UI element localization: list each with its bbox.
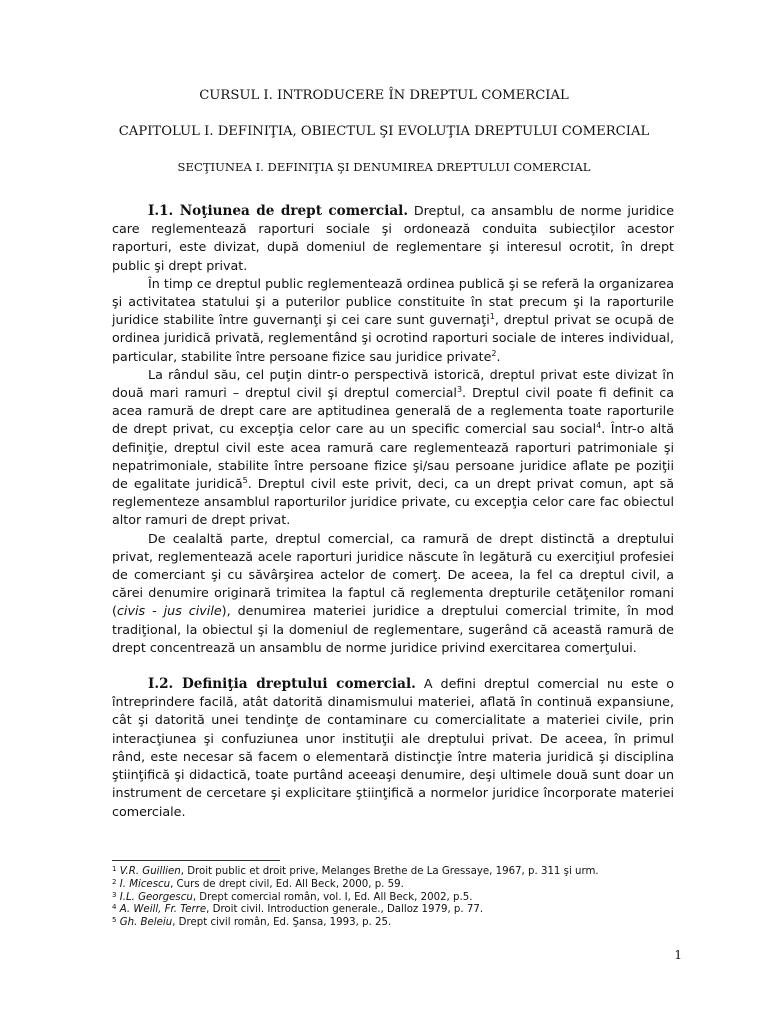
footnote-author: A. Weill, Fr. Terre xyxy=(119,904,207,916)
footnote-text: , Droit public et droit prive, Melanges Brethe de La Gressaye, 1967, p. 311 şi urm. xyxy=(180,866,599,877)
paragraph xyxy=(112,530,674,657)
paragraph xyxy=(112,275,674,366)
text-run: De cealaltă parte, dreptul comercial, ca ramură de drept distinctă a dreptului privat, reglementează acele raporturi juridice născute în legătură cu exerciţiul profesiei de comerciant şi cu săvârşirea actelor de comerţ. De aceea, la fel ca dreptul civil, a cărei denumire originară trimitea la faptul că reglementa drepturile cetăţenilor romani ( xyxy=(112,530,674,619)
footnote-text: , Drept civil român, Ed. Şansa, 1993, p. 25. xyxy=(172,917,392,929)
footnote-number: 5 xyxy=(112,916,117,925)
footnote-ref: 3 xyxy=(456,385,463,395)
footnote-separator xyxy=(112,860,280,861)
text-run: La rândul său, cel puţin dintr-o perspectivă istorică, dreptul privat este divizat în două mari ramuri – dreptul civil şi dreptul comercial xyxy=(112,366,674,401)
text-run: , dreptul privat se ocupă de ordinea juridică privată, reglementând şi ocrotind raporturi sociale de interes individual, particular, stabilite între persoane fizice sau juridice private xyxy=(112,312,674,364)
italic-text: civis - jus civile xyxy=(116,603,222,619)
footnote-author: I. Micescu xyxy=(119,878,171,890)
footnote xyxy=(112,904,692,917)
paragraph xyxy=(112,366,674,530)
footnote-number: 4 xyxy=(112,903,117,912)
footnote-ref: 1 xyxy=(489,312,495,322)
course-title: CURSUL I. INTRODUCERE ÎN DREPTUL COMERCIAL xyxy=(199,88,569,103)
footnote-number: 3 xyxy=(112,890,117,899)
text-run: . Într-o altă definiţie, dreptul civil este acea ramură care reglementează raporturi patrimoniale şi nepatrimoniale, stabilite între persoane fizice şi/sau persoane juridice aflate pe poziţii de egalitate juridică xyxy=(112,421,675,492)
text-run: A defini dreptul comercial nu este o întreprindere facilă, atât datorită dinamismului materiei, aflată în continuă expansiune, cât şi datorită unei tendinţe de contaminare cu comercialitate a materiei civile, prin interacţiunea şi confuziunea unor instituţii ale dreptului privat. De aceea, în primul rând, este necesar să facem o elementară distincţie între materia juridică şi disciplina ştiinţifică şi didactică, toate purtând aceeaşi denumire, deşi ultimele două sunt doar un instrument de cercetare şi explicitare ştiinţifică a normelor juridice încorporate materiei comerciale. xyxy=(112,676,675,819)
footnote xyxy=(112,879,692,892)
text-run: În timp ce dreptul public reglementează ordinea publică şi se referă la organizarea şi activitatea statului şi a puterilor publice constituite în stat precum şi la raporturile juridice stabilite între guvernanţi şi cei care sunt guvernaţi xyxy=(112,275,674,328)
footnote-text: , Droit civil. Introduction generale., Dalloz 1979, p. 77. xyxy=(206,904,484,916)
footnote xyxy=(112,917,692,930)
footnote xyxy=(112,866,692,879)
paragraph xyxy=(112,675,674,821)
footnote-number: 2 xyxy=(112,877,117,886)
footnote-text: , Drept comercial român, vol. I, Ed. All Beck, 2002, p.5. xyxy=(192,891,473,903)
footnote-text: , Curs de drept civil, Ed. All Beck, 2000, p. 59. xyxy=(170,878,404,890)
paragraph xyxy=(112,202,674,275)
footnote-author: Gh. Beleiu xyxy=(119,917,173,929)
text-run: Dreptul, ca ansamblu de norme juridice care reglementează raporturi sociale şi ordonează conduita subiecţilor acestor raporturi, este divizat, după domeniul de reglementare şi interesul ocrotit, în drept public şi drept privat. xyxy=(112,203,675,273)
body-text xyxy=(112,188,674,821)
footnote-ref: 5 xyxy=(242,476,248,486)
footnote xyxy=(112,892,692,905)
text-run: . Dreptul civil este privit, deci, ca un drept privat comun, apt să reglementeze ansamblul raporturilor juridice private, cu excepţia celor care fac obiectul altor ramuri de drept privat. xyxy=(112,476,674,528)
page-number: 1 xyxy=(674,948,682,962)
footnote-ref: 4 xyxy=(596,421,602,431)
footnotes xyxy=(112,866,692,930)
footnote-author: I.L. Georgescu xyxy=(119,891,193,903)
chapter-title: CAPITOLUL I. DEFINIŢIA, OBIECTUL ŞI EVOLUŢIA DREPTULUI COMERCIAL xyxy=(118,124,650,139)
section-lead: I.2. Definiţia dreptului comercial. xyxy=(148,676,416,693)
text-run: . Dreptul civil poate fi definit ca acea ramură de drept care are aptitudinea generală de a reglementa toate raporturile de drept privat, cu excepţia celor care au un specific comercial sau social xyxy=(112,385,674,437)
text-run: ), denumirea materiei juridice a dreptului comercial trimite, în mod tradiţional, la obiectul şi la domeniul de reglementare, sugerând că această ramură de drept concentrează un ansamblu de norme juridice privind exercitarea comerţului. xyxy=(112,603,674,655)
footnote-number: 1 xyxy=(112,865,117,873)
footnote-author: V.R. Guillien xyxy=(119,866,181,877)
section-lead: I.1. Noţiunea de drept comercial. xyxy=(148,203,409,219)
text-run: . xyxy=(496,348,501,364)
section-title: SECŢIUNEA I. DEFINIŢIA ŞI DENUMIREA DREPTULUI COMERCIAL xyxy=(177,160,591,174)
footnote-ref: 2 xyxy=(491,348,497,358)
